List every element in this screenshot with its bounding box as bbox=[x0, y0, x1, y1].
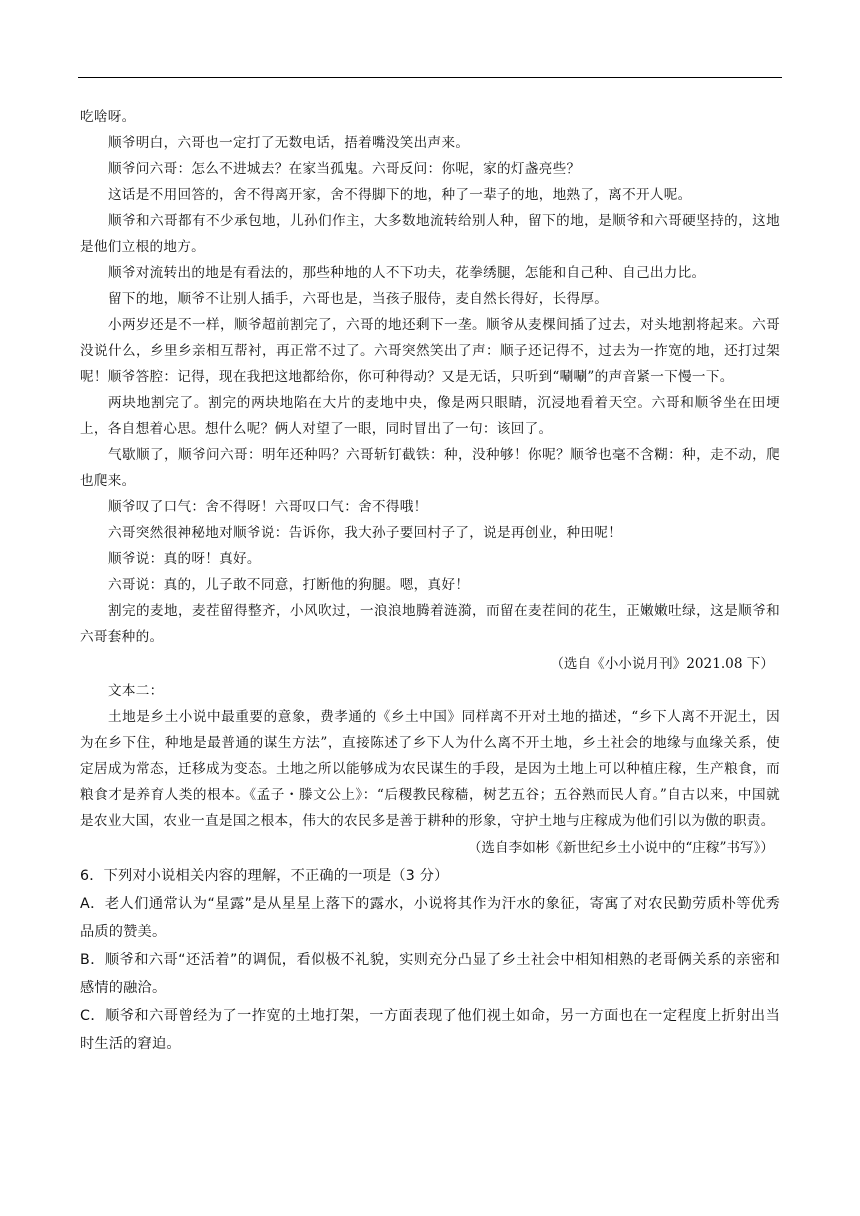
story-paragraph: 顺爷明白，六哥也一定打了无数电话，捂着嘴没笑出声来。 bbox=[108, 135, 470, 151]
story-paragraph: 小两岁还是不一样，顺爷超前割完了，六哥的地还剩下一垄。顺爷从麦棵间插了过去，对头地割将起来。六哥没说什么，乡里乡亲相互帮衬，再正常不过了。六哥突然笑出了声：顺子还记得不，过去为一拃宽的地，还打过架呢！顺爷答腔：记得，现在我把这地都给你，你可种得动？又是无话，只听到“唰唰”的声音紧一下慢一下。 bbox=[80, 317, 780, 385]
text2-source: （选自李如彬《新世纪乡土小说中的“庄稼”书写》） bbox=[467, 840, 774, 856]
story-paragraph: 六哥突然很神秘地对顺爷说：告诉你，我大孙子要回村子了，说是再创业，种田呢！ bbox=[108, 525, 623, 541]
story-excerpt bbox=[80, 104, 780, 650]
question-6 bbox=[80, 862, 780, 1058]
page-content bbox=[80, 104, 780, 1058]
text2-body: 土地是乡土小说中最重要的意象，费孝通的《乡土中国》同样离不开对土地的描述，“乡下人离不开泥土，因为在乡下住，种地是最普通的谋生方法”，直接陈述了乡下人为什么离不开土地，乡土社会的地缘与血缘关系，使定居成为常态，迁移成为变态。土地之所以能够成为农民谋生的手段，是因为土地上可以种植庄稼，生产粮食，而粮食才是养育人类的根本。《孟子・滕文公上》：“后稷教民稼穑，树艺五谷；五谷熟而民人育。”自古以来，中国就是农业大国，农业一直是国之根本，伟大的农民多是善于耕种的形象，守护土地与庄稼成为他们引以为傲的职责。 bbox=[80, 709, 780, 829]
story-paragraph: 六哥说：真的，儿子敢不同意，打断他的狗腿。嗯，真好！ bbox=[108, 577, 470, 593]
question-6-option-b: B．顺爷和六哥“还活着”的调侃，看似极不礼貌，实则充分凸显了乡土社会中相知相熟的老哥俩关系的亲密和感情的融洽。 bbox=[80, 952, 780, 996]
story-paragraph: 顺爷叹了口气：舍不得呀！六哥叹口气：舍不得哦！ bbox=[108, 499, 428, 515]
story-paragraph: 顺爷问六哥：怎么不进城去？在家当孤鬼。六哥反问：你呢，家的灯盏亮些？ bbox=[108, 161, 581, 177]
story-paragraph: 气歇顺了，顺爷问六哥：明年还种吗？六哥斩钉截铁：种，没种够！你呢？顺爷也毫不含糊：种，走不动，爬也爬来。 bbox=[80, 447, 780, 489]
story-paragraph: 顺爷对流转出的地是有看法的，那些种地的人不下功夫，花拳绣腿，怎能和自己种、自己出力比。 bbox=[108, 265, 706, 281]
story-paragraph: 割完的麦地，麦茬留得整齐，小风吹过，一浪浪地腾着涟漪，而留在麦茬间的花生，正嫩嫩吐绿，这是顺爷和六哥套种的。 bbox=[80, 603, 780, 645]
story-paragraph: 吃啥呀。 bbox=[80, 109, 136, 125]
story-paragraph: 顺爷和六哥都有不少承包地，儿孙们作主，大多数地流转给别人种，留下的地，是顺爷和六哥硬坚持的，这地是他们立根的地方。 bbox=[80, 213, 780, 255]
question-6-option-a: A．老人们通常认为“星露”是从星星上落下的露水，小说将其作为汗水的象征，寄寓了对农民勤劳质朴等优秀品质的赞美。 bbox=[80, 896, 780, 940]
question-6-stem: 6．下列对小说相关内容的理解，不正确的一项是（3 分） bbox=[80, 868, 449, 884]
story-paragraph: 顺爷说：真的呀！真好。 bbox=[108, 551, 261, 567]
story-source: （选自《小小说月刊》2021.08 下） bbox=[550, 656, 774, 672]
story-paragraph: 这话是不用回答的，舍不得离开家，舍不得脚下的地，种了一辈子的地，地熟了，离不开人呢。 bbox=[108, 187, 692, 203]
story-paragraph: 留下的地，顺爷不让别人插手，六哥也是，当孩子服侍，麦自然长得好，长得厚。 bbox=[108, 291, 609, 307]
question-6-option-c: C．顺爷和六哥曾经为了一拃宽的土地打架，一方面表现了他们视土如命，另一方面也在一定程度上折射出当时生活的窘迫。 bbox=[80, 1008, 780, 1052]
text2-heading: 文本二： bbox=[108, 683, 164, 699]
header-rule bbox=[78, 77, 782, 78]
story-paragraph: 两块地割完了。割完的两块地陷在大片的麦地中央，像是两只眼睛，沉浸地看着天空。六哥和顺爷坐在田埂上，各自想着心思。想什么呢？俩人对望了一眼，同时冒出了一句：该回了。 bbox=[80, 395, 780, 437]
